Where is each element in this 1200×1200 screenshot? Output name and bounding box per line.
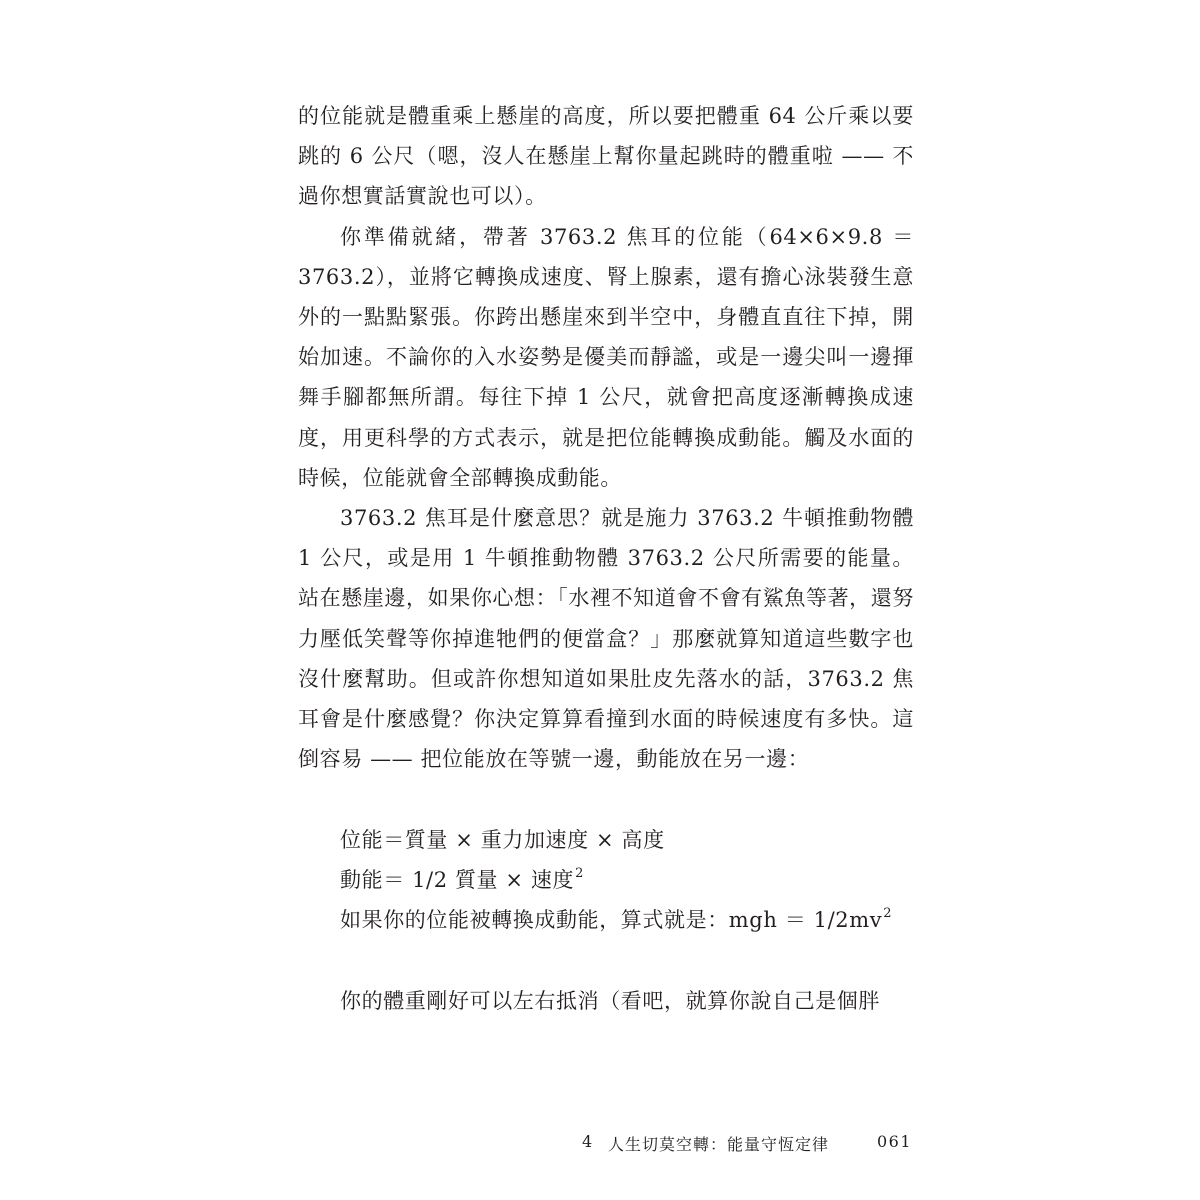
running-footer: [582, 1132, 912, 1158]
formula-potential-text: 位能＝質量 × 重力加速度 × 高度: [340, 828, 665, 852]
page-number: 061: [876, 1132, 912, 1151]
formula-kinetic-text: 動能＝ 1/2 質量 × 速度: [340, 868, 575, 893]
chapter-number: 4: [582, 1132, 594, 1151]
paragraph-2: 你準備就緒，帶著 3763.2 焦耳的位能（64×6×9.8 ＝ 3763.2），並將它轉換成速度、腎上腺素，還有擔心泳裝發生意外的一點點緊張。你跨出懸崖來到半空中，身體直直往下掉，開始加速。不論你的入水姿勢是優美而靜謐，或是一邊尖叫一邊揮舞手腳都無所謂。每往下掉 1 公尺，就會把高度逐漸轉換成速度，用更科學的方式表示，就是把位能轉換成動能。觸及水面的時候，位能就會全部轉換成動能。: [298, 224, 914, 490]
formula-conversion-text: 如果你的位能被轉換成動能，算式就是：mgh ＝ 1/2mv: [340, 908, 883, 933]
chapter-title: 人生切莫空轉：能量守恆定律: [608, 1135, 830, 1154]
formula-conversion-exponent: 2: [883, 906, 893, 922]
paragraph-4: 你的體重剛好可以左右抵消（看吧，就算你說自己是個胖: [340, 989, 880, 1013]
formula-kinetic-exponent: 2: [575, 866, 584, 882]
formula-potential-energy: [340, 820, 920, 860]
paragraph-1: 的位能就是體重乘上懸崖的高度，所以要把體重 64 公斤乘以要跳的 6 公尺（嗯，沒人在懸崖上幫你量起跳時的體重啦 —— 不過你想實話實說也可以）。: [298, 104, 914, 209]
body-text: [298, 96, 914, 779]
formula-kinetic-energy: [340, 860, 920, 900]
paragraph-3: 3763.2 焦耳是什麼意思？就是施力 3763.2 牛頓推動物體 1 公尺，或是用 1 牛頓推動物體 3763.2 公尺所需要的能量。站在懸崖邊，如果你心想：「水裡不知道會不會有鯊魚等著，還努力壓低笑聲等你掉進牠們的便當盒？」那麼就算知道這些數字也沒什麼幫助。但或許你想知道如果肚皮先落水的話，3763.2 焦耳會是什麼感覺？你決定算算看撞到水面的時候速度有多快。這倒容易 —— 把位能放在等號一邊，動能放在另一邊：: [298, 506, 914, 772]
formula-conversion: [340, 900, 920, 940]
formula-block: [340, 820, 920, 941]
